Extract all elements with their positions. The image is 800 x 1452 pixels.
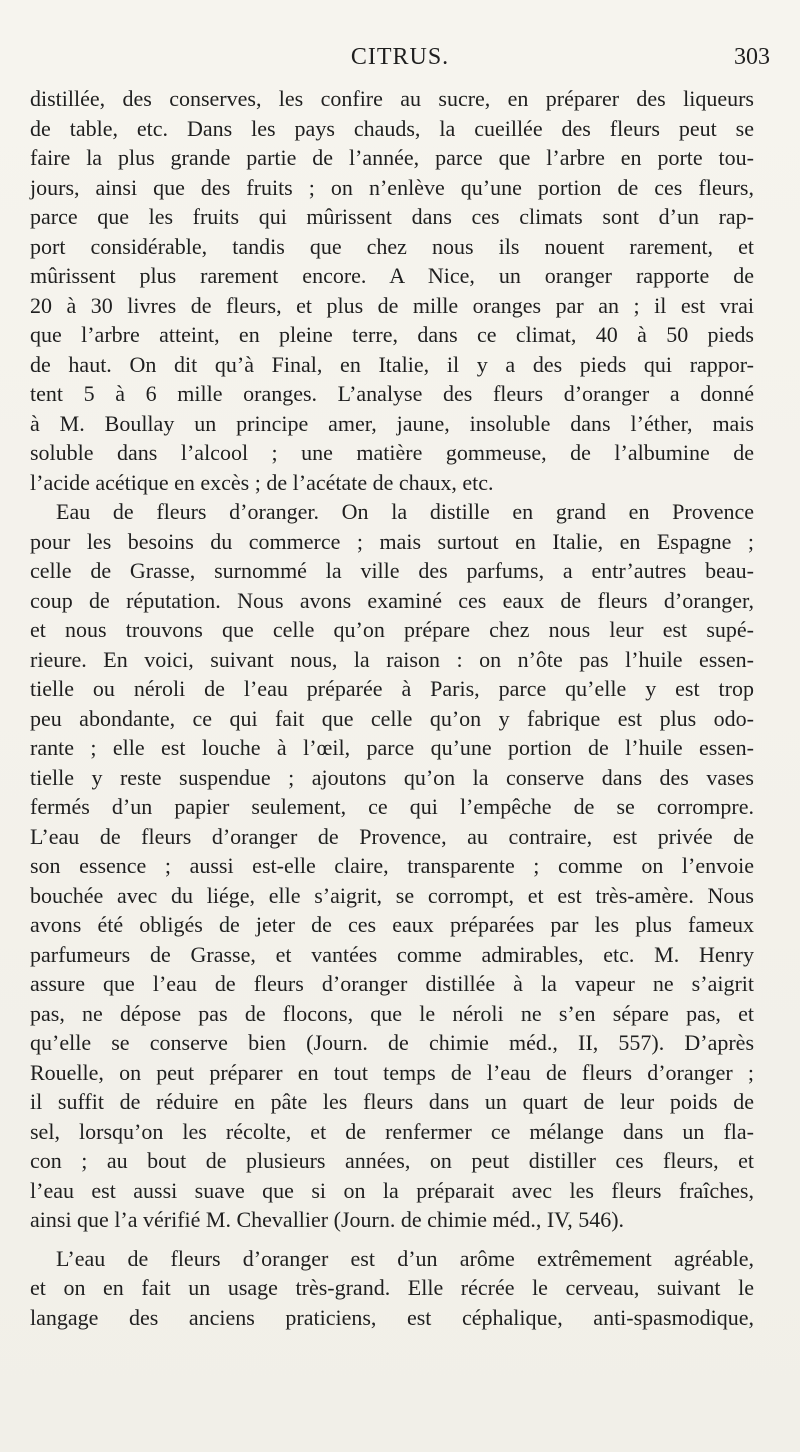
text-line: bouchée avec du liége, elle s’aigrit, se corrompt, et est très-amère. Nous	[30, 882, 754, 908]
text-line: ainsi que l’a vérifié M. Chevallier (Journ. de chimie méd., IV, 546).	[30, 1207, 625, 1232]
text-line: à M. Boullay un principe amer, jaune, insoluble dans l’éther, mais	[30, 410, 754, 436]
running-head: CITRUS.	[350, 44, 450, 70]
text-line: qu’elle se conserve bien (Journ. de chimie méd., II, 557). D’après	[30, 1030, 754, 1055]
body-text	[30, 84, 754, 1332]
text-line: parfumeurs de Grasse, et vantées comme admirables, etc. M. Henry	[30, 941, 754, 967]
text-line: assure que l’eau de fleurs d’oranger distillée à la vapeur ne s’aigrit	[30, 971, 754, 996]
text-line: Rouelle, on peut préparer en tout temps de l’eau de fleurs d’oranger ;	[30, 1059, 754, 1085]
text-line: 20 à 30 livres de fleurs, et plus de mille oranges par an ; il est vrai	[30, 292, 754, 318]
text-line: l’eau est aussi suave que si on la préparait avec les fleurs fraîches,	[30, 1177, 754, 1203]
text-line: mûrissent plus rarement encore. A Nice, un oranger rapporte de	[30, 263, 754, 288]
page-number: 303	[734, 44, 770, 70]
text-line: fermés d’un papier seulement, ce qui l’empêche de se corrompre.	[30, 794, 754, 819]
text-line: avons été obligés de jeter de ces eaux préparées par les plus fameux	[30, 912, 754, 937]
text-line: il suffit de réduire en pâte les fleurs dans un quart de leur poids de	[30, 1089, 754, 1114]
text-line: L’eau de fleurs d’oranger est d’un arôme extrêmement agréable,	[56, 1245, 754, 1271]
text-line: rante ; elle est louche à l’œil, parce qu’une portion de l’huile essen-	[30, 735, 754, 760]
page-header	[30, 44, 770, 78]
text-line: Eau de fleurs d’oranger. On la distille en grand en Provence	[56, 499, 754, 524]
text-line: soluble dans l’alcool ; une matière gommeuse, de l’albumine de	[30, 440, 754, 465]
text-line: tent 5 à 6 mille oranges. L’analyse des fleurs d’oranger a donné	[30, 381, 754, 406]
text-line: distillée, des conserves, les confire au sucre, en préparer des liqueurs	[30, 86, 754, 111]
text-line: con ; au bout de plusieurs années, on peut distiller ces fleurs, et	[30, 1148, 754, 1173]
text-line: et on en fait un usage très-grand. Elle récrée le cerveau, suivant le	[30, 1275, 754, 1300]
text-line: peu abondante, ce qui fait que celle qu’on y fabrique est plus odo-	[30, 705, 754, 731]
text-line: tielle ou néroli de l’eau préparée à Paris, parce qu’elle y est trop	[30, 676, 754, 701]
text-line: rieure. En voici, suivant nous, la raison : on n’ôte pas l’huile essen-	[30, 646, 754, 672]
text-line: langage des anciens praticiens, est céphalique, anti-spasmodique,	[30, 1304, 754, 1330]
text-line: de haut. On dit qu’à Final, en Italie, il y a des pieds qui rappor-	[30, 351, 754, 377]
text-line: coup de réputation. Nous avons examiné ces eaux de fleurs d’oranger,	[30, 587, 754, 613]
text-line: l’acide acétique en excès ; de l’acétate de chaux, etc.	[30, 469, 494, 495]
text-line: de table, etc. Dans les pays chauds, la cueillée des fleurs peut se	[30, 115, 754, 141]
text-line: et nous trouvons que celle qu’on prépare chez nous leur est supé-	[30, 617, 754, 642]
text-line: faire la plus grande partie de l’année, parce que l’arbre en porte tou-	[30, 145, 754, 170]
text-line: pas, ne dépose pas de flocons, que le néroli ne s’en sépare pas, et	[30, 1000, 754, 1026]
text-line: parce que les fruits qui mûrissent dans ces climats sont d’un rap-	[30, 204, 754, 229]
text-line: tielle y reste suspendue ; ajoutons qu’on la conserve dans des vases	[30, 764, 754, 790]
text-line: L’eau de fleurs d’oranger de Provence, au contraire, est privée de	[30, 823, 754, 849]
text-line: que l’arbre atteint, en pleine terre, dans ce climat, 40 à 50 pieds	[30, 322, 754, 347]
text-line: jours, ainsi que des fruits ; on n’enlève qu’une portion de ces fleurs,	[30, 174, 754, 200]
text-line: sel, lorsqu’on les récolte, et de renfermer ce mélange dans un fla-	[30, 1118, 754, 1144]
text-line: pour les besoins du commerce ; mais surtout en Italie, en Espagne ;	[30, 528, 754, 554]
text-line: son essence ; aussi est-elle claire, transparente ; comme on l’envoie	[30, 853, 754, 878]
text-line: port considérable, tandis que chez nous ils nouent rarement, et	[30, 233, 754, 259]
text-line: celle de Grasse, surnommé la ville des parfums, a entr’autres beau-	[30, 558, 754, 583]
